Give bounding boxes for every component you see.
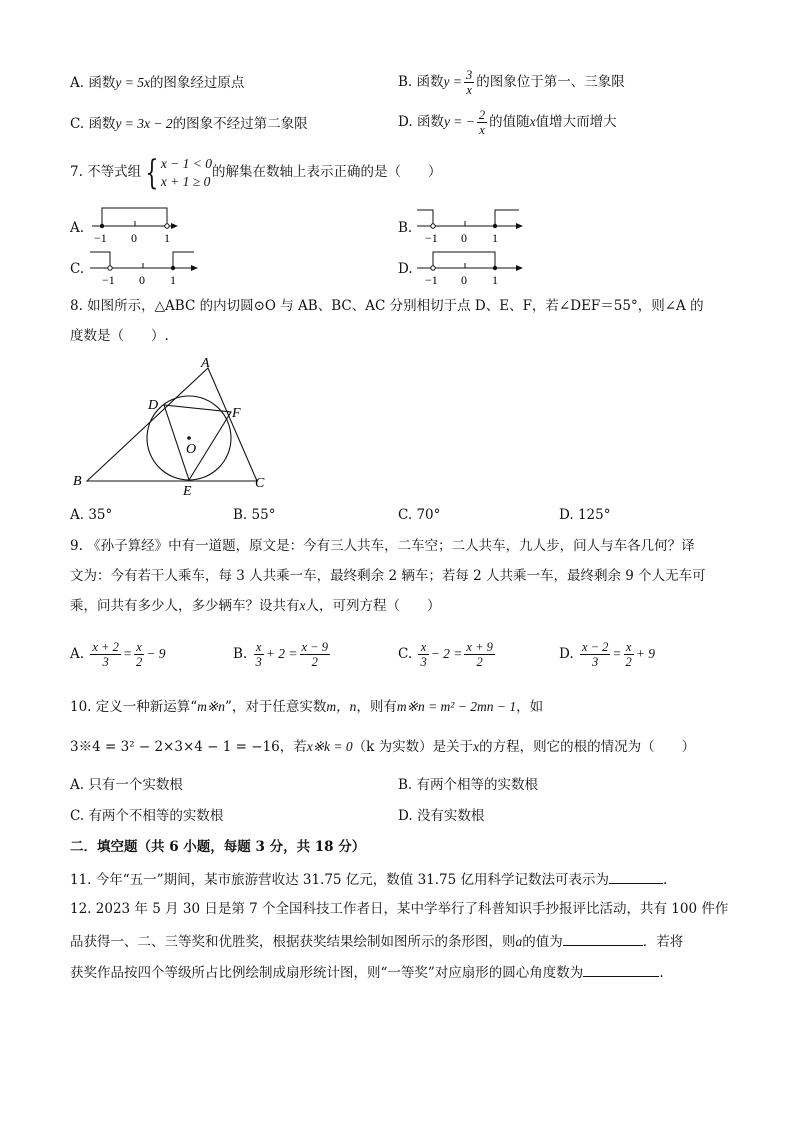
label-d: D bbox=[148, 398, 159, 413]
label-b: B bbox=[73, 474, 82, 489]
closed-point bbox=[493, 266, 497, 270]
label-e: E bbox=[183, 484, 192, 497]
fraction: $\frac{x + 9}{2}$ bbox=[466, 640, 493, 669]
fraction: $\frac{x}{2}$ bbox=[625, 640, 632, 669]
tick-label: −1 bbox=[102, 273, 115, 287]
arrow-icon bbox=[516, 223, 523, 229]
tick-label: 1 bbox=[492, 273, 498, 287]
fraction: $\frac{x + 2}{3}$ bbox=[92, 640, 119, 669]
open-point bbox=[431, 266, 435, 270]
q7-option-b-label[interactable]: B. bbox=[398, 220, 413, 236]
solution-bracket bbox=[433, 252, 495, 268]
right-ray bbox=[495, 210, 519, 226]
q12-stem-line2: 品获得一、二、三等奖和优胜奖，根据获奖结果绘制如图所示的条形图，则a的值为 ．若将 bbox=[70, 931, 683, 951]
closed-point bbox=[171, 266, 175, 270]
fraction: $\frac{x}{2}$ bbox=[135, 640, 143, 669]
label-c: C bbox=[255, 476, 265, 491]
q8-stem-line1: 8. 如图所示，△ABC 的内切圆⊙O 与 AB、BC、AC 分别相切于点 D、E、F，若∠DEF＝55°，则∠A 的 bbox=[70, 298, 704, 314]
q7-option-d-numberline[interactable] bbox=[415, 248, 525, 290]
q9-stem-line2: 文为：今有若干人乘车，每 3 人共乘一车，最终剩余 2 辆车；若每 2 人共乘一车，最终剩余 9 个人无车可 bbox=[70, 568, 706, 584]
fraction: $\frac{3}{x}$ bbox=[466, 68, 473, 97]
label-f: F bbox=[232, 406, 241, 421]
q6-option-b[interactable]: B. 函数y = $\frac{3}{x}$ 的图象位于第一、三象限 bbox=[398, 68, 625, 97]
q6-option-a[interactable]: A. 函数y = 5x的图象经过原点 bbox=[70, 75, 245, 91]
q7-option-c-label[interactable]: C. bbox=[70, 261, 85, 277]
closed-point bbox=[100, 224, 104, 228]
tick-label: −1 bbox=[425, 273, 438, 287]
q10-option-c[interactable]: C. 有两个不相等的实数根 bbox=[70, 808, 224, 824]
q8-stem-line2: 度数是（ ）. bbox=[70, 328, 169, 344]
arrow-icon bbox=[171, 223, 178, 229]
fraction: $\frac{x - 9}{2}$ bbox=[301, 640, 328, 669]
tick-label: −1 bbox=[425, 231, 438, 245]
q9-stem-line1: 9. 《孙子算经》中有一道题，原文是：今有三人共车，二车空；二人共车，九人步，问人与车各几何？译 bbox=[70, 538, 695, 554]
q12-stem-line1: 12. 2023 年 5 月 30 日是第 7 个全国科技工作者日，某中学举行了科普知识手抄报评比活动，共有 100 件作 bbox=[70, 901, 729, 917]
open-point bbox=[165, 224, 169, 228]
q9-option-d[interactable]: D. $\frac{x - 2}{3}$ = $\frac{x}{2}$ + 9 bbox=[559, 640, 656, 669]
q9-option-b[interactable]: B. $\frac{x}{3}$ + 2 = $\frac{x - 9}{2}$ bbox=[233, 640, 328, 669]
q9-stem-line3: 乘，问共有多少人，多少辆车？设共有x人，可列方程（ ） bbox=[70, 598, 441, 614]
q7-option-c-numberline[interactable] bbox=[88, 248, 200, 290]
q7-option-a-numberline[interactable] bbox=[90, 204, 180, 246]
q8-option-d[interactable]: D. 125° bbox=[559, 507, 611, 523]
q9-option-a[interactable]: A. $\frac{x + 2}{3}$ = $\frac{x}{2}$ − 9 bbox=[70, 640, 166, 669]
q7-option-b-numberline[interactable] bbox=[415, 204, 525, 246]
triangle-def bbox=[164, 405, 231, 480]
left-ray bbox=[417, 210, 433, 226]
q6-option-d[interactable]: D. 函数y = − $\frac{2}{x}$ 的值随x值增大而增大 bbox=[398, 108, 617, 137]
left-brace: { bbox=[145, 152, 159, 193]
q8-option-c[interactable]: C. 70° bbox=[398, 507, 441, 523]
q7-option-d-label[interactable]: D. bbox=[398, 261, 413, 277]
fraction: $\frac{2}{x}$ bbox=[478, 108, 486, 137]
q10-stem-line1: 10. 定义一种新运算“m※n”，对于任意实数m，n，则有m※n = m² − 2mn − 1，如 bbox=[70, 699, 544, 715]
q8-triangle-figure bbox=[70, 352, 280, 497]
arrow-icon bbox=[516, 265, 523, 271]
fraction: $\frac{x}{3}$ bbox=[255, 640, 262, 669]
q8-option-b[interactable]: B. 55° bbox=[233, 507, 276, 523]
section-title: 二．填空题（共 6 小题，每题 3 分，共 18 分） bbox=[70, 839, 366, 855]
q12-stem-line3: 获奖作品按四个等级所占比例绘制成扇形统计图，则“一等奖”对应扇形的圆心角度数为 . bbox=[70, 962, 664, 982]
q10-option-d[interactable]: D. 没有实数根 bbox=[398, 808, 485, 824]
left-ray bbox=[90, 252, 110, 268]
open-point bbox=[108, 266, 112, 270]
q8-option-a[interactable]: A. 35° bbox=[70, 507, 113, 523]
tick-label: 0 bbox=[131, 231, 137, 245]
tick-label: 1 bbox=[164, 231, 170, 245]
q6-option-c[interactable]: C. 函数y = 3x − 2的图象不经过第二象限 bbox=[70, 116, 308, 132]
triangle-abc bbox=[87, 368, 257, 481]
fraction: $\frac{x - 2}{3}$ bbox=[581, 640, 609, 669]
answer-blank[interactable] bbox=[583, 962, 659, 977]
q9-option-c[interactable]: C. $\frac{x}{3}$ − 2 = $\frac{x + 9}{2}$ bbox=[398, 640, 493, 669]
label-o: O bbox=[186, 442, 197, 457]
label-a: A bbox=[201, 356, 210, 371]
answer-blank[interactable] bbox=[563, 931, 643, 946]
q7-stem: 7. 不等式组 { x − 1 < 0 x + 1 ≥ 0 的解集在数轴上表示正确的是（ ） bbox=[70, 152, 442, 193]
tick-label: 1 bbox=[492, 231, 498, 245]
closed-point bbox=[493, 224, 497, 228]
q10-option-b[interactable]: B. 有两个相等的实数根 bbox=[398, 777, 539, 793]
right-ray bbox=[173, 252, 194, 268]
fraction: $\frac{x}{3}$ bbox=[420, 640, 427, 669]
q10-stem-line2: 3※4 = 3² − 2×3×4 − 1 = −16，若x※k = 0（k 为实数）是关于x的方程，则它的根的情况为（ ） bbox=[70, 739, 696, 755]
q10-option-a[interactable]: A. 只有一个实数根 bbox=[70, 777, 183, 793]
tick-label: 0 bbox=[139, 273, 145, 287]
tick-label: 0 bbox=[461, 231, 467, 245]
tick-label: −1 bbox=[94, 231, 107, 245]
open-point bbox=[431, 224, 435, 228]
tick-label: 0 bbox=[461, 273, 467, 287]
q7-option-a-label[interactable]: A. bbox=[70, 220, 85, 236]
q11-stem: 11. 今年“五一”期间，某市旅游营收达 31.75 亿元，数值 31.75 亿用科学记数法可表示为 . bbox=[70, 869, 667, 889]
center-point bbox=[187, 436, 191, 440]
inequality-system: x − 1 < 0 x + 1 ≥ 0 bbox=[160, 155, 213, 189]
arrow-icon bbox=[191, 265, 198, 271]
tick-label: 1 bbox=[170, 273, 176, 287]
answer-blank[interactable] bbox=[609, 869, 663, 884]
